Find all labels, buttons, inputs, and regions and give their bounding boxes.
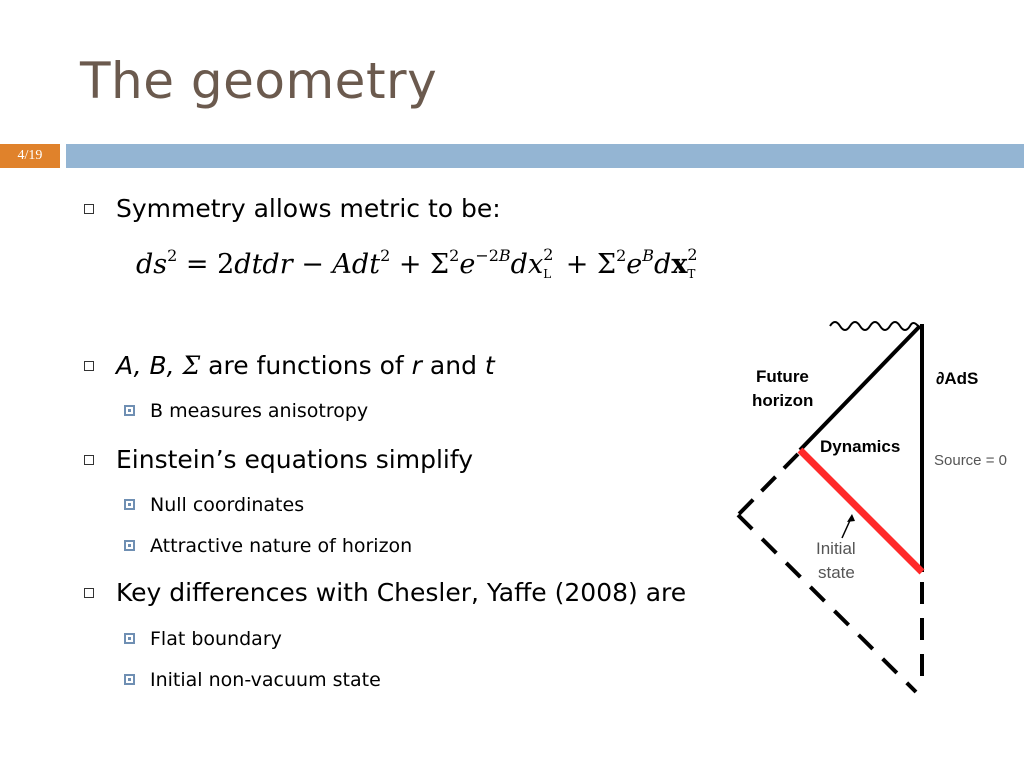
slide-title: The geometry [80, 52, 438, 110]
formula-subscript: L [543, 267, 552, 281]
formula-exponent: 2 [616, 246, 627, 265]
formula-term: + Σ [390, 249, 450, 280]
formula-exponent: −2 [475, 246, 499, 265]
formula-term: ds [136, 249, 168, 280]
sub-bullet-text: Initial non-vacuum state [150, 669, 381, 691]
sub-bullet-square-icon [124, 499, 135, 510]
sub-bullet-text: Null coordinates [150, 494, 305, 516]
bullet-text: Einstein’s equations simplify [116, 445, 474, 474]
sub-bullet-square-icon [124, 405, 135, 416]
sub-bullet-text: B measures anisotropy [150, 400, 369, 422]
formula-term: − [292, 249, 333, 280]
formula-term: Adt [332, 249, 381, 280]
formula-exponent: B [642, 246, 655, 265]
formula-term: = 2 [177, 249, 235, 280]
bullet-r: r [411, 351, 422, 380]
bullet-square-icon [84, 204, 94, 214]
bullet-text: Key differences with Chesler, Yaffe (2008) are [116, 578, 687, 607]
bullet-sigma: Σ [182, 351, 201, 380]
bullet-text: Symmetry allows metric to be: [116, 194, 501, 223]
source-label: Source = 0 [934, 452, 1007, 469]
formula-term: dtdr [234, 249, 293, 280]
bullet-vars: A, B, [116, 351, 183, 380]
sub-bullet-text: Flat boundary [150, 628, 282, 650]
page-number-badge: 4/19 [0, 144, 60, 168]
singularity-wavy-line [830, 322, 918, 330]
past-horizon-dashed-upper [738, 454, 798, 515]
header-bar [66, 144, 1024, 168]
sub-bullet-square-icon [124, 633, 135, 644]
sub-bullet-text: Attractive nature of horizon [150, 535, 413, 557]
formula-exponent: 2 [380, 246, 391, 265]
boundary-label: ∂AdS [936, 369, 979, 388]
penrose-diagram [700, 310, 1024, 700]
bullet-square-icon [84, 361, 94, 371]
formula-term: dx [510, 249, 544, 280]
metric-formula [136, 246, 701, 280]
future-horizon-label-2: horizon [752, 391, 814, 410]
formula-exponent: B [498, 246, 511, 265]
arrow-head-icon [847, 514, 855, 522]
formula-exponent: 2 [167, 246, 178, 265]
bullet-square-icon [84, 588, 94, 598]
bullet-square-icon [84, 455, 94, 465]
formula-term: + Σ [557, 249, 617, 280]
bullet-text [116, 351, 495, 380]
future-horizon-line [800, 326, 920, 450]
sub-bullet-square-icon [124, 674, 135, 685]
formula-subscript: T [687, 267, 696, 281]
bullet-t: t [484, 351, 495, 380]
future-horizon-label-1: Future [756, 367, 809, 386]
formula-term: x [671, 249, 688, 280]
formula-term: e [459, 249, 476, 280]
formula-term: e [626, 249, 643, 280]
initial-state-label-1: Initial [816, 539, 856, 558]
formula-supsub [543, 245, 557, 281]
dynamics-label: Dynamics [820, 437, 901, 456]
formula-supsub [687, 245, 701, 281]
initial-state-label-2: state [818, 563, 855, 582]
formula-exponent: 2 [449, 246, 460, 265]
bullet-mid: are functions of [200, 351, 412, 380]
formula-exponent: 2 [543, 245, 554, 264]
bullet-and: and [421, 351, 485, 380]
formula-exponent: 2 [687, 245, 698, 264]
sub-bullet-square-icon [124, 540, 135, 551]
formula-term: d [654, 249, 672, 280]
